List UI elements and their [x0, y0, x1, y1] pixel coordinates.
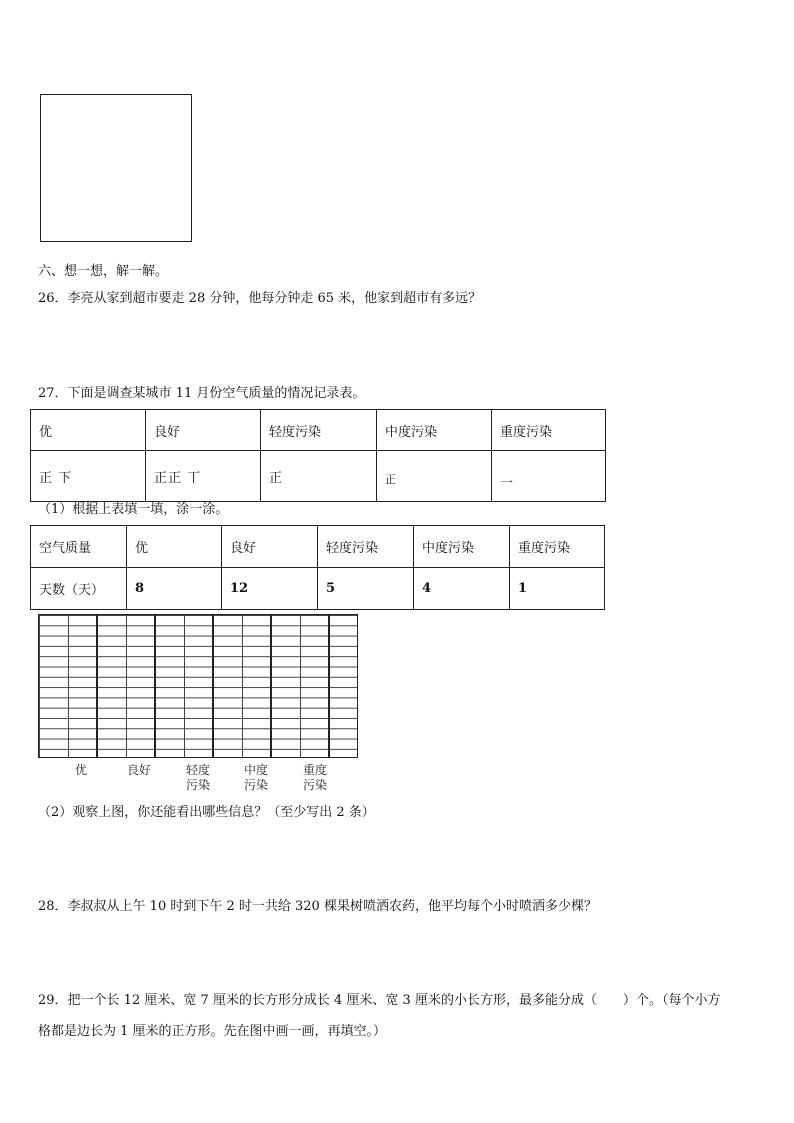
chart-label-heavy: [295, 763, 335, 793]
table-cell: 优: [31, 410, 146, 451]
chart-label-line: 轻度: [185, 763, 210, 777]
table-cell: 4: [414, 568, 510, 610]
table-cell: 中度污染: [414, 526, 510, 568]
chart-label-line: 良好: [126, 763, 151, 777]
tally-mark: 一: [492, 451, 606, 502]
question-28: 28．李叔叔从上午 10 时到下午 2 时一共给 320 棵果树喷洒农药，他平均每个小时喷洒多少棵？: [38, 899, 597, 914]
tally-table: [30, 409, 606, 502]
tally-table-header-row: [31, 410, 606, 451]
table-cell: 5: [318, 568, 414, 610]
grid-divider: [328, 615, 330, 757]
part-2-question: （2）观察上图，你还能看出哪些信息？（至少写出 2 条）: [38, 805, 375, 820]
table-cell: 优: [127, 526, 222, 568]
table-cell: 良好: [146, 410, 261, 451]
question-27-intro: 27．下面是调查某城市 11 月份空气质量的情况记录表。: [38, 386, 366, 401]
chart-label-good: [119, 763, 159, 778]
chart-label-line: 污染: [302, 778, 327, 792]
chart-label-line: 污染: [185, 778, 210, 792]
question-26: 26．李亮从家到超市要走 28 分钟，他每分钟走 65 米，他家到超市有多远？: [38, 291, 482, 306]
count-table-header-row: [31, 526, 605, 568]
section-title: 六、想一想，解一解。: [38, 264, 169, 279]
table-cell: 轻度污染: [261, 410, 377, 451]
table-cell: 8: [127, 568, 222, 610]
drawing-square: [40, 94, 192, 242]
table-cell: 良好: [222, 526, 318, 568]
grid-divider: [212, 615, 214, 757]
tally-table-mark-row: [31, 451, 606, 502]
chart-label-line: 重度: [302, 763, 327, 777]
grid-divider: [96, 615, 98, 757]
table-cell: 空气质量: [31, 526, 127, 568]
chart-label-line: 优: [74, 763, 87, 777]
chart-label-line: 中度: [243, 763, 268, 777]
table-cell: 1: [510, 568, 605, 610]
blank-bar-chart-grid[interactable]: [38, 614, 358, 758]
part-1-instruction: （1）根据上表填一填，涂一涂。: [38, 502, 229, 517]
table-cell: 重度污染: [510, 526, 605, 568]
tally-mark: 正: [261, 451, 377, 502]
question-29-line-2: 格都是边长为 1 厘米的正方形。先在图中画一画，再填空。）: [38, 1024, 387, 1039]
table-cell: 12: [222, 568, 318, 610]
chart-label-light: [178, 763, 218, 793]
table-cell: 重度污染: [492, 410, 606, 451]
tally-mark: 正 下: [31, 451, 146, 502]
chart-label-excellent: [61, 763, 101, 778]
chart-label-moderate: [236, 763, 276, 793]
table-cell: 轻度污染: [318, 526, 414, 568]
table-cell: 中度污染: [377, 410, 492, 451]
grid-divider: [270, 615, 272, 757]
count-table: [30, 525, 605, 610]
tally-mark: 正: [377, 451, 492, 502]
table-cell: 天数（天）: [31, 568, 127, 610]
grid-divider: [154, 615, 156, 757]
count-table-value-row: [31, 568, 605, 610]
tally-mark: 正正 丅: [146, 451, 261, 502]
chart-label-line: 污染: [243, 778, 268, 792]
question-29-line-1: 29．把一个长 12 厘米、宽 7 厘米的长方形分成长 4 厘米、宽 3 厘米的小长方形，最多能分成（ ）个。（每个小方: [38, 993, 721, 1008]
